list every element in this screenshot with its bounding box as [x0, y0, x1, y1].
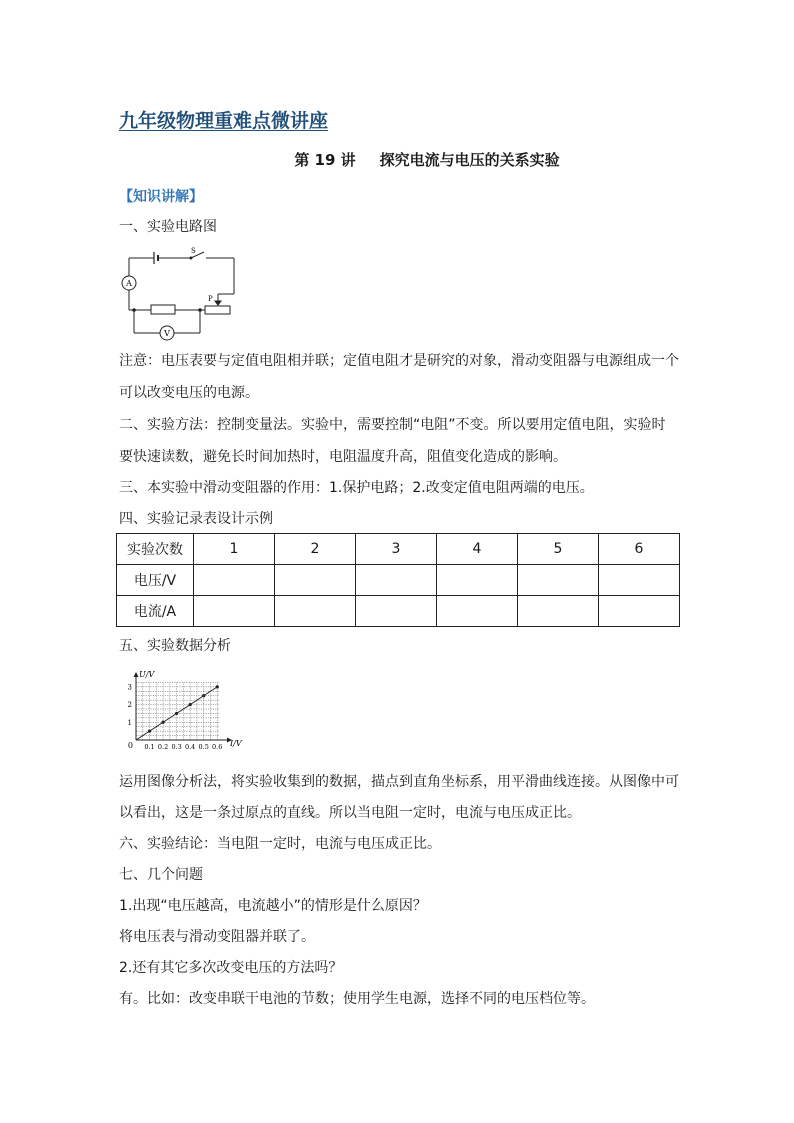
section-5-line-1: 运用图像分析法，将实验收集到的数据，描点到直角坐标系，用平滑曲线连接。从图像中可 [119, 774, 679, 790]
chart-series [136, 685, 219, 740]
data-point [161, 721, 164, 724]
y-tick-label: 3 [127, 683, 132, 692]
data-point [175, 712, 178, 715]
table-column-header: 4 [437, 534, 518, 565]
table-column-header: 2 [275, 534, 356, 565]
answer-2: 有。比如：改变串联干电池的节数；使用学生电源，选择不同的电压档位等。 [119, 991, 595, 1007]
x-tick-label: 0.6 [212, 743, 223, 751]
data-point [148, 730, 151, 733]
answer-1: 将电压表与滑动变阻器并联了。 [119, 929, 315, 945]
table-row-label: 电流/A [117, 596, 194, 627]
fixed-resistor [151, 305, 175, 314]
lesson-topic: 探究电流与电压的关系实验 [379, 151, 560, 169]
table-header-label: 实验次数 [117, 534, 194, 565]
junction-dot-left [132, 308, 136, 312]
chart-ticks [128, 683, 223, 751]
table-cell [437, 596, 518, 627]
table-cell [599, 565, 680, 596]
section-5-line-2: 以看出，这是一条过原点的直线。所以当电阻一定时，电流与电压成正比。 [119, 805, 581, 821]
note-line-1: 注意：电压表要与定值电阻相并联；定值电阻才是研究的对象，滑动变阻器与电源组成一个 [119, 353, 679, 369]
x-tick-label: 0.1 [144, 743, 155, 751]
table-row-label: 电压/V [117, 565, 194, 596]
rheostat [205, 306, 230, 314]
section-3-line: 三、本实验中滑动变阻器的作用：1.保护电路；2.改变定值电阻两端的电压。 [119, 480, 594, 496]
x-tick-label: 0.5 [198, 743, 209, 751]
series-title: 九年级物理重难点微讲座 [119, 110, 329, 132]
table-cell [275, 565, 356, 596]
section-6-line: 六、实验结论：当电阻一定时，电流与电压成正比。 [119, 836, 441, 852]
slider-label: P [208, 295, 213, 303]
y-axis-arrow [134, 672, 139, 677]
ui-graph [118, 668, 248, 754]
note-line-2: 可以改变电压的电源。 [119, 385, 259, 401]
circuit-diagram [118, 244, 242, 344]
record-table [116, 533, 680, 627]
junction-dot-right [198, 308, 202, 312]
section-2-line-1: 二、实验方法：控制变量法。实验中，需要控制“电阻”不变。所以要用定值电阻，实验时 [119, 417, 666, 433]
y-tick-label: 1 [127, 718, 132, 727]
switch-contact [190, 257, 193, 260]
ammeter-label: A [126, 279, 132, 288]
y-axis-label: U/V [139, 670, 155, 679]
table-column-header: 3 [356, 534, 437, 565]
section-7-title: 七、几个问题 [119, 867, 203, 883]
table-cell [518, 596, 599, 627]
section-2-line-2: 要快速读数，避免长时间加热时，电阻温度升高，阻值变化造成的影响。 [119, 449, 567, 465]
x-tick-label: 0.4 [184, 743, 196, 751]
origin-label: 0 [127, 741, 133, 750]
y-tick-label: 2 [127, 701, 132, 710]
table-row [117, 596, 680, 627]
table-cell [356, 565, 437, 596]
table-cell [356, 596, 437, 627]
x-tick-label: 0.2 [157, 743, 169, 751]
table-column-header: 6 [599, 534, 680, 565]
table-column-header: 1 [194, 534, 275, 565]
question-1: 1.出现“电压越高，电流越小”的情形是什么原因？ [119, 898, 427, 914]
table-cell [275, 596, 356, 627]
table-column-header: 5 [518, 534, 599, 565]
table-row [117, 565, 680, 596]
table-cell [599, 596, 680, 627]
table-cell [194, 565, 275, 596]
data-point [189, 703, 192, 706]
lesson-title [0, 149, 794, 170]
voltmeter-label: V [164, 329, 170, 338]
section-tag: 【知识讲解】 [119, 189, 203, 205]
lesson-number: 第 19 讲 [294, 151, 356, 169]
table-cell [437, 565, 518, 596]
table-cell [518, 565, 599, 596]
slider-arrow [215, 301, 221, 305]
section-4-title: 四、实验记录表设计示例 [119, 511, 273, 527]
question-2: 2.还有其它多次改变电压的方法吗？ [119, 960, 343, 976]
switch-label: S [191, 247, 196, 255]
data-point [216, 685, 219, 688]
data-point [202, 694, 205, 697]
section-1-title: 一、实验电路图 [119, 219, 217, 235]
section-5-title: 五、实验数据分析 [119, 638, 231, 654]
table-cell [194, 596, 275, 627]
x-tick-label: 0.3 [171, 743, 182, 751]
table-header-row [117, 534, 680, 565]
x-axis-label: I/V [230, 739, 242, 748]
